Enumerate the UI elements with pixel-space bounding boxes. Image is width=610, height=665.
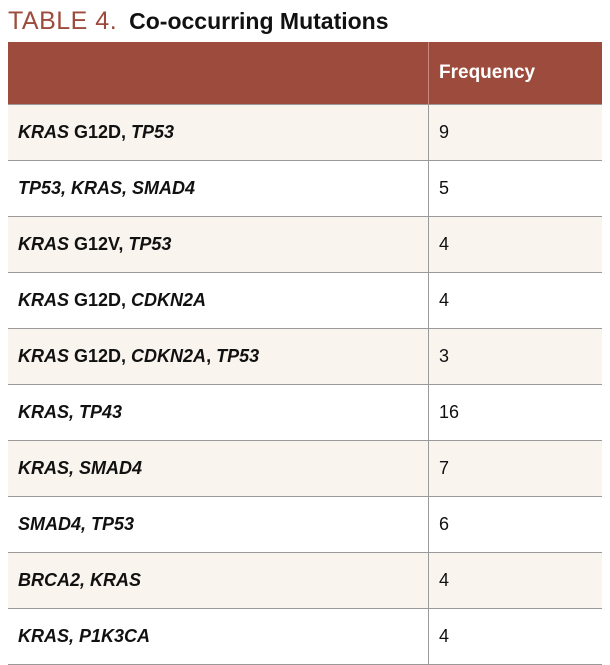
gene-name: SMAD4, TP53 [18, 514, 135, 534]
table-row [8, 217, 602, 273]
table-heading [8, 4, 389, 38]
mutation-cell [8, 105, 429, 161]
mutation-cell [8, 553, 429, 609]
table-row [8, 329, 602, 385]
table-row [8, 385, 602, 441]
table-row [8, 497, 602, 553]
frequency-cell: 9 [429, 105, 603, 161]
frequency-cell: 4 [429, 609, 603, 665]
variant-text: G12V, [69, 234, 129, 254]
gene-name: CDKN2A [131, 346, 207, 366]
table-row [8, 553, 602, 609]
frequency-cell: 4 [429, 553, 603, 609]
gene-name: KRAS [18, 346, 70, 366]
gene-name: TP53, KRAS, SMAD4 [18, 178, 196, 198]
variant-text: G12D, [69, 346, 132, 366]
table-row [8, 441, 602, 497]
frequency-cell: 4 [429, 217, 603, 273]
table-row [8, 105, 602, 161]
mutation-cell [8, 217, 429, 273]
gene-name: KRAS [18, 234, 70, 254]
gene-name: TP53 [216, 346, 260, 366]
gene-name: BRCA2, KRAS [18, 570, 142, 590]
frequency-cell: 3 [429, 329, 603, 385]
variant-text: G12D, [69, 122, 132, 142]
frequency-cell: 6 [429, 497, 603, 553]
gene-name: KRAS [18, 290, 70, 310]
mutation-cell [8, 273, 429, 329]
frequency-cell: 16 [429, 385, 603, 441]
table-row [8, 161, 602, 217]
table-number: TABLE 4. [8, 7, 118, 35]
mutation-cell [8, 161, 429, 217]
mutation-cell [8, 329, 429, 385]
frequency-cell: 4 [429, 273, 603, 329]
mutations-table [8, 42, 602, 665]
table-row [8, 609, 602, 665]
variant-text: , [206, 346, 217, 366]
mutation-cell [8, 609, 429, 665]
gene-name: TP53 [131, 122, 175, 142]
gene-name: CDKN2A [131, 290, 207, 310]
gene-name: TP53 [128, 234, 172, 254]
gene-name: KRAS, P1K3CA [18, 626, 151, 646]
header-mutation [8, 42, 429, 105]
mutation-cell [8, 497, 429, 553]
frequency-cell: 7 [429, 441, 603, 497]
variant-text: G12D, [69, 290, 132, 310]
table-row [8, 273, 602, 329]
mutation-cell [8, 385, 429, 441]
mutation-cell [8, 441, 429, 497]
table-body [8, 105, 602, 665]
gene-name: KRAS, SMAD4 [18, 458, 143, 478]
header-row [8, 42, 602, 105]
gene-name: KRAS, TP43 [18, 402, 123, 422]
header-frequency: Frequency [429, 42, 603, 105]
table-title: Co-occurring Mutations [129, 8, 389, 34]
frequency-cell: 5 [429, 161, 603, 217]
gene-name: KRAS [18, 122, 70, 142]
